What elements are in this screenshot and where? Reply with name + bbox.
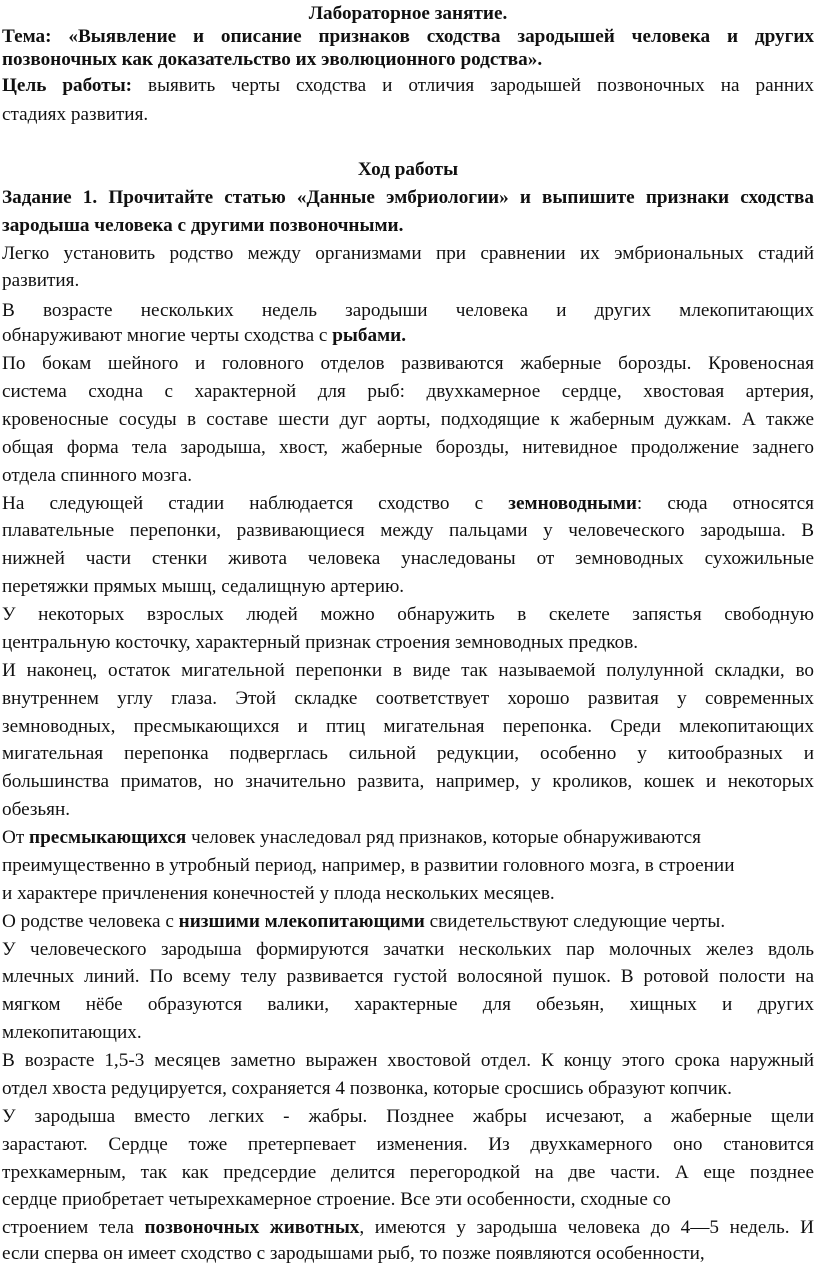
task-heading: Задание 1. Прочитайте статью «Данные эмбриологии» и выпишите признаки сходства bbox=[2, 187, 814, 208]
paragraph-line: зарастают. Сердце тоже претерпевает изменения. Из двухкамерного оно становится bbox=[2, 1134, 814, 1155]
paragraph-line: сердце приобретает четырехкамерное строение. Все эти особенности, сходные со bbox=[2, 1189, 671, 1210]
paragraph-line: млекопитающих. bbox=[2, 1022, 142, 1043]
paragraph-line: О родстве человека с низшими млекопитающими свидетельствуют следующие черты. bbox=[2, 911, 726, 932]
paragraph-line: По бокам шейного и головного отделов развиваются жаберные борозды. Кровеносная bbox=[2, 353, 814, 374]
paragraph-line: Легко установить родство между организмами при сравнении их эмбриональных стадий bbox=[2, 243, 814, 264]
topic-line: Тема: «Выявление и описание признаков сходства зародышей человека и других bbox=[2, 26, 814, 47]
paragraph-line: мигательная перепонка подверглась сильной редукции, особенно у китообразных и bbox=[2, 743, 814, 764]
paragraph-line: общая форма тела зародыша, хвост, жаберные борозды, нитевидное продолжение заднего bbox=[2, 437, 814, 458]
paragraph-line: От пресмыкающихся человек унаследовал ряд признаков, которые обнаруживаются bbox=[2, 827, 701, 848]
paragraph-line: млечных линий. По всему телу развивается густой волосяной пушок. В ротовой полости на bbox=[2, 966, 814, 987]
paragraph-line: В возрасте 1,5-3 месяцев заметно выражен хвостовой отдел. К концу этого срока наружный bbox=[2, 1050, 814, 1071]
paragraph-line: нижней части стенки живота человека унаследованы от земноводных сухожильные bbox=[2, 548, 814, 569]
paragraph-line: развития. bbox=[2, 270, 80, 291]
goal-line: стадиях развития. bbox=[2, 104, 149, 125]
paragraph-line: обезьян. bbox=[2, 799, 71, 820]
paragraph-line: и характере причленения конечностей у плода нескольких месяцев. bbox=[2, 883, 555, 904]
paragraph-line: В возрасте нескольких недель зародыши человека и других млекопитающих bbox=[2, 300, 814, 321]
paragraph-line: трехкамерным, так как предсердие делится перегородкой на две части. А еще позднее bbox=[2, 1162, 814, 1183]
paragraph-line: И наконец, остаток мигательной перепонки в виде так называемой полулунной складки, во bbox=[2, 660, 814, 681]
paragraph-line: У зародыша вместо легких - жабры. Позднее жабры исчезают, а жаберные щели bbox=[2, 1106, 814, 1127]
paragraph-line: перетяжки прямых мышц, седалищную артерию. bbox=[2, 576, 405, 597]
topic-line: позвоночных как доказательство их эволюционного родства». bbox=[2, 49, 543, 70]
paragraph-line: У человеческого зародыша формируются зачатки нескольких пар молочных желез вдоль bbox=[2, 939, 814, 960]
paragraph-line: плавательные перепонки, развивающиеся между пальцами у человеческого зародыша. В bbox=[2, 520, 814, 541]
paragraph-line: центральную косточку, характерный признак строения земноводных предков. bbox=[2, 632, 639, 653]
paragraph-line: большинства приматов, но значительно развита, например, у кроликов, кошек и некоторых bbox=[2, 771, 814, 792]
paragraph-line: На следующей стадии наблюдается сходство с земноводными: сюда относятся bbox=[2, 493, 815, 514]
paragraph-line: отдел хвоста редуцируется, сохраняется 4 позвонка, которые сросшись образуют копчик. bbox=[2, 1078, 732, 1099]
paragraph-line: У некоторых взрослых людей можно обнаружить в скелете запястья свободную bbox=[2, 604, 814, 625]
paragraph-line: система сходна с характерной для рыб: двухкамерное сердце, хвостовая артерия, bbox=[2, 381, 814, 402]
paragraph-line: если сперва он имеет сходство с зародышами рыб, то позже появляются особенности, bbox=[2, 1243, 705, 1264]
paragraph-line: обнаруживают многие черты сходства с рыбами. bbox=[2, 325, 406, 346]
lesson-kicker: Лабораторное занятие. bbox=[308, 3, 508, 24]
paragraph-line: внутреннем углу глаза. Этой складке соответствует хорошо развитая у современных bbox=[2, 688, 814, 709]
goal-label: Цель работы: bbox=[2, 75, 133, 96]
paragraph-line: строением тела позвоночных животных, имеются у зародыша человека до 4—5 недель. И bbox=[2, 1217, 814, 1238]
paragraph-line: мягком нёбе образуются валики, характерные для обезьян, хищных и других bbox=[2, 994, 814, 1015]
paragraph-line: преимущественно в утробный период, например, в развитии головного мозга, в строении bbox=[2, 855, 735, 876]
paragraph-line: земноводных, пресмыкающихся и птиц мигательная перепонка. Среди млекопитающих bbox=[2, 716, 814, 737]
goal-line: Цель работы: выявить черты сходства и отличия зародышей позвоночных на ранних bbox=[2, 75, 814, 96]
paragraph-line: кровеносные сосуды в составе шести дуг аорты, подходящие к жаберным дужкам. А также bbox=[2, 409, 814, 430]
paragraph-line: отдела спинного мозга. bbox=[2, 465, 193, 486]
section-title: Ход работы bbox=[357, 159, 459, 180]
task-heading: зародыша человека с другими позвоночными. bbox=[2, 215, 404, 236]
